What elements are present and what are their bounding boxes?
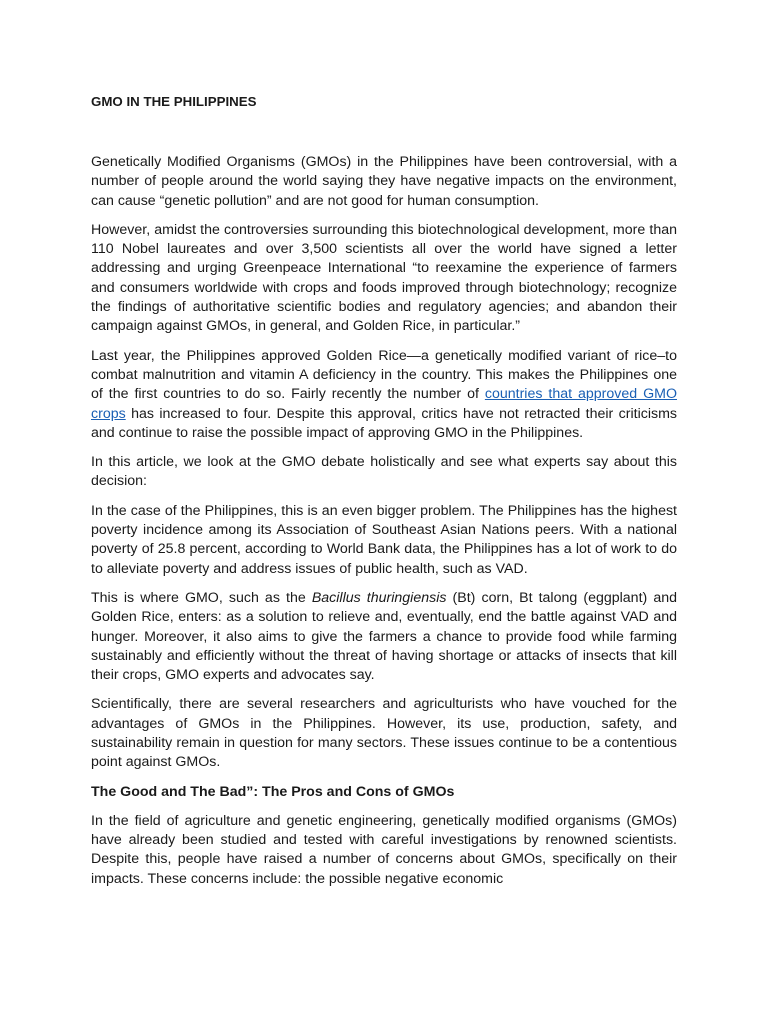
paragraph-text-after-italic: (Bt) corn, Bt talong (eggplant) and Golden Rice, enters: as a solution to relieve and, eventually, end the battle against VAD and hunger. Moreover, it also aims to give the farmers a chance to provide food while farming sustainably and efficiently without the threat of having shortage or attacks of insects that kill their crops, GMO experts and advocates say.: [91, 589, 677, 684]
section-heading-pros-cons: The Good and The Bad”: The Pros and Cons of GMOs: [91, 783, 455, 800]
paragraph-agriculture-concerns: In the field of agriculture and genetic engineering, genetically modified organisms (GMOs) have already been studied and tested with careful investigations by renowned scientists. Despite this, people have raised a number of concerns about GMOs, specifically on their impacts. These concerns include: the possible negative economic: [91, 812, 677, 887]
paragraph-intro: Genetically Modified Organisms (GMOs) in the Philippines have been controversial, with a number of people around the world saying they have negative impacts on the environment, can cause “genetic pollution” and are not good for human consumption.: [91, 154, 677, 209]
paragraph-golden-rice-approval: [91, 347, 677, 443]
paragraph-gmo-solution: [91, 589, 677, 685]
paragraph-text-before-link: Last year, the Philippines approved Golden Rice—a genetically modified variant of rice–to combat malnutrition and vitamin A deficiency in the country. This makes the Philippines one of the first countries to do so. Fairly recently the number of: [91, 347, 677, 403]
paragraph-scientific-view: Scientifically, there are several researchers and agriculturists who have vouched for the advantages of GMOs in the Philippines. However, its use, production, safety, and sustainability remain in question for many sectors. These issues continue to be a contentious point against GMOs.: [91, 696, 677, 771]
document-title: GMO IN THE PHILIPPINES: [91, 94, 257, 109]
paragraph-text-before-italic: This is where GMO, such as the: [91, 589, 312, 606]
paragraph-nobel-letter: However, amidst the controversies surrounding this biotechnological development, more than 110 Nobel laureates and over 3,500 scientists all over the world have signed a letter addressing and urging Greenpeace International “to reexamine the experience of farmers and consumers worldwide with crops and foods improved through biotechnology; recognize the findings of authoritative scientific bodies and regulatory agencies; and abandon their campaign against GMOs, in general, and Golden Rice, in particular.”: [91, 221, 677, 335]
paragraph-article-scope: In this article, we look at the GMO debate holistically and see what experts say about this decision:: [91, 454, 677, 490]
paragraph-poverty: In the case of the Philippines, this is an even bigger problem. The Philippines has the highest poverty incidence among its Association of Southeast Asian Nations peers. With a national poverty of 25.8 percent, according to World Bank data, the Philippines has a lot of work to do to alleviate poverty and address issues of public health, such as VAD.: [91, 502, 677, 577]
paragraph-text-after-link: has increased to four. Despite this approval, critics have not retracted their criticisms and continue to raise the possible impact of approving GMO in the Philippines.: [91, 405, 677, 441]
document-page: [91, 92, 677, 889]
species-name-italic: Bacillus thuringiensis: [311, 589, 447, 606]
countries-approved-gmo-link[interactable]: countries that approved GMO crops: [91, 386, 677, 422]
